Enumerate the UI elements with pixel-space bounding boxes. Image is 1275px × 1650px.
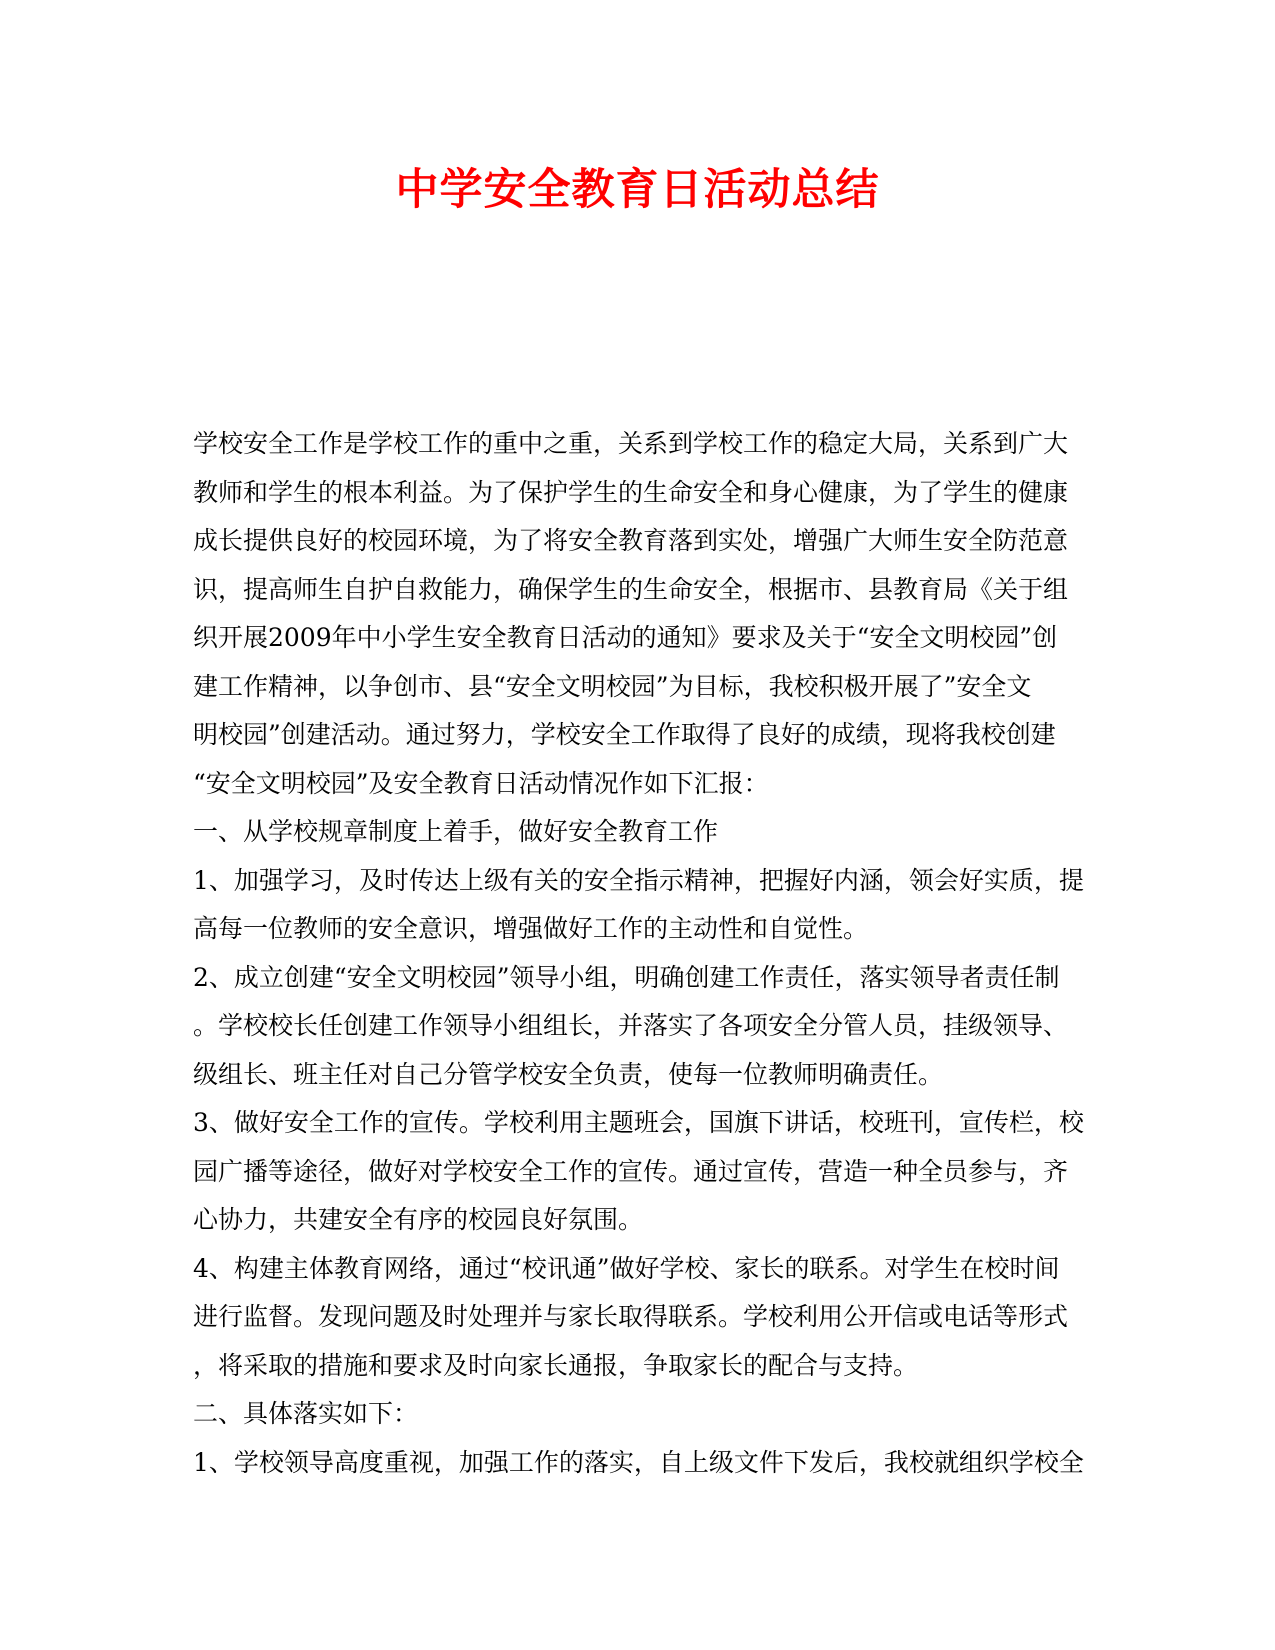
section-heading-2: 二、具体落实如下：: [193, 1399, 419, 1428]
body-line: 园广播等途径，做好对学校安全工作的宣传。通过宣传，营造一种全员参与，齐: [193, 1156, 1069, 1186]
body-line: 教师和学生的根本利益。为了保护学生的生命安全和身心健康，为了学生的健康: [193, 477, 1069, 507]
body-line: ，将采取的措施和要求及时向家长通报，争取家长的配合与支持。: [193, 1350, 919, 1380]
body-line: 级组长、班主任对自己分管学校安全负责，使每一位教师明确责任。: [193, 1059, 944, 1089]
body-line: 明校园”创建活动。通过努力，学校安全工作取得了良好的成绩，现将我校创建: [193, 720, 1056, 749]
body-line: 3、做好安全工作的宣传。学校利用主题班会，国旗下讲话，校班刊，宣传栏，校: [193, 1108, 1084, 1137]
body-line: “安全文明校园”及安全教育日活动情况作如下汇报：: [193, 768, 769, 798]
body-line: 1、加强学习，及时传达上级有关的安全指示精神，把握好内涵，领会好实质，提: [193, 865, 1084, 895]
body-line: 学校安全工作是学校工作的重中之重，关系到学校工作的稳定大局，关系到广大: [193, 429, 1069, 458]
document-body: [193, 420, 1083, 1487]
body-line: 1、学校领导高度重视，加强工作的落实，自上级文件下发后，我校就组织学校全: [193, 1447, 1084, 1477]
body-line: 4、构建主体教育网络，通过“校讯通”做好学校、家长的联系。对学生在校时间: [193, 1253, 1060, 1283]
body-line: 高每一位教师的安全意识，增强做好工作的主动性和自觉性。: [193, 914, 869, 943]
body-line: 织开展2009年中小学生安全教育日活动的通知》要求及关于“安全文明校园”创: [193, 623, 1058, 652]
body-line: 2、成立创建“安全文明校园”领导小组，明确创建工作责任，落实领导者责任制: [193, 962, 1060, 992]
body-line: 成长提供良好的校园环境，为了将安全教育落到实处，增强广大师生安全防范意: [193, 526, 1069, 555]
body-line: 识，提高师生自护自救能力，确保学生的生命安全，根据市、县教育局《关于组: [193, 574, 1069, 604]
section-heading-1: 一、从学校规章制度上着手，做好安全教育工作: [193, 817, 719, 846]
body-line: 心协力，共建安全有序的校园良好氛围。: [193, 1205, 644, 1234]
body-line: 进行监督。发现问题及时处理并与家长取得联系。学校利用公开信或电话等形式: [193, 1302, 1069, 1331]
body-line: 建工作精神，以争创市、县“安全文明校园”为目标，我校积极开展了”安全文: [193, 671, 1032, 701]
body-line: 。学校校长任创建工作领导小组组长，并落实了各项安全分管人员，挂级领导、: [193, 1011, 1069, 1040]
document-title: 中学安全教育日活动总结: [395, 165, 880, 215]
